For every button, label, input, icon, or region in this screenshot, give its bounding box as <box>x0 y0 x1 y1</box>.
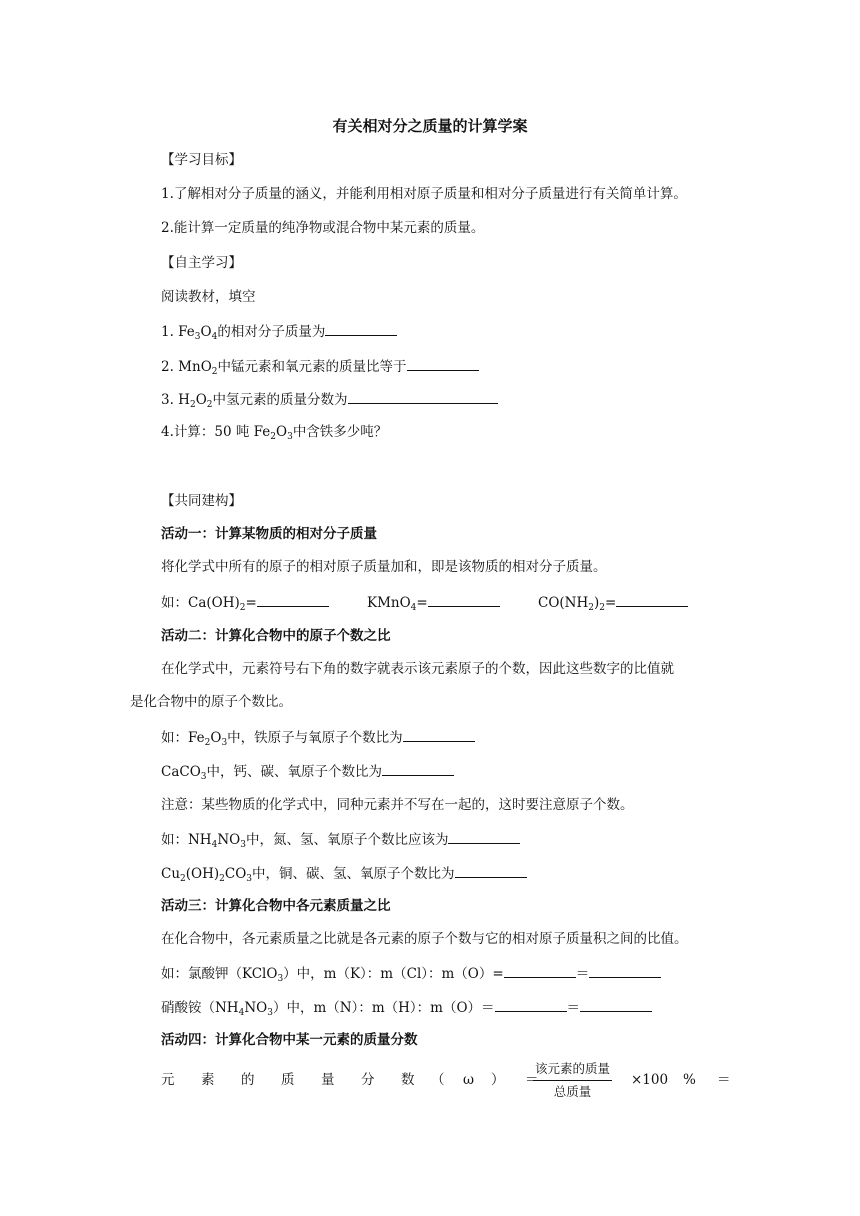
activity-1-example-c: $CO(NH_2)_2=$ <box>538 593 688 612</box>
co-construct-header: 【共同建构】 <box>161 493 242 509</box>
activity-1-example-b: KMnO$_4$= <box>367 593 500 612</box>
question-4: 4.计算：50 吨 $Fe_2O_3$中含铁多少吨？ <box>161 424 388 442</box>
formula-tail: ＝ <box>717 1072 731 1088</box>
fraction-numerator: 该元素的质量 <box>533 1060 612 1081</box>
question-1: 1. $Fe_3O_4$的相对分子质量为 <box>161 322 397 341</box>
formula-char: ） <box>491 1072 505 1088</box>
activity-1-text: 将化学式中所有的原子的相对原子质量加和，即是该物质的相对分子质量。 <box>161 559 607 575</box>
answer-blank[interactable] <box>428 593 500 607</box>
fraction-denominator: 总质量 <box>553 1084 592 1099</box>
goal-1: 1.了解相对分子质量的涵义，并能利用相对原子质量和相对分子质量进行有关简单计算。 <box>161 186 687 202</box>
activity-2-text-1: 在化学式中，元素符号右下角的数字就表示该元素原子的个数，因此这些数字的比值就 <box>161 661 674 677</box>
answer-blank[interactable] <box>382 762 454 776</box>
question-3: 3. $H_2O_2$中氢元素的质量分数为 <box>161 390 498 409</box>
activity-1-example-a: 如：$Ca(OH)_2=$ <box>161 593 329 612</box>
answer-blank[interactable] <box>325 322 397 336</box>
activity-3-text: 在化合物中，各元素质量之比就是各元素的原子个数与它的相对原子质量积之间的比值。 <box>161 931 688 947</box>
answer-blank[interactable] <box>589 964 661 978</box>
formula-char: 的 <box>241 1072 255 1088</box>
mass-fraction-fraction <box>533 1060 612 1101</box>
formula-char: 数 <box>401 1072 415 1088</box>
answer-blank[interactable] <box>495 998 567 1012</box>
activity-3-title: 活动三：计算化合物中各元素质量之比 <box>161 898 391 914</box>
formula-char: ω <box>463 1072 475 1088</box>
self-study-header: 【自主学习】 <box>161 255 242 271</box>
activity-2-note: 注意：某些物质的化学式中，同种元素并不写在一起的，这时要注意原子个数。 <box>161 797 634 813</box>
answer-blank[interactable] <box>407 357 479 371</box>
mass-fraction-formula <box>161 1060 736 1100</box>
answer-blank[interactable] <box>616 593 688 607</box>
answer-blank[interactable] <box>348 390 498 404</box>
answer-blank[interactable] <box>257 593 329 607</box>
activity-1-title: 活动一：计算某物质的相对分子质量 <box>161 526 377 542</box>
activity-3-example-2: 硝酸铵$(NH_4NO_3)$中，m（N）：m（H）：m（O）＝ ＝ <box>161 998 652 1017</box>
activity-2-example-2: CaCO$_3$中，钙、碳、氧原子个数比为 <box>161 762 454 781</box>
activity-2-title: 活动二：计算化合物中的原子个数之比 <box>161 628 391 644</box>
formula-char: 元 <box>161 1072 175 1088</box>
answer-blank[interactable] <box>403 728 475 742</box>
activity-3-example-1: 如：氯酸钾（KClO$_3$）中，m（K）：m（Cl）：m（O）= ＝ <box>161 964 661 983</box>
formula-char: 量 <box>321 1072 335 1088</box>
goals-header: 【学习目标】 <box>161 152 242 168</box>
self-study-intro: 阅读教材，填空 <box>161 289 256 305</box>
answer-blank[interactable] <box>504 964 576 978</box>
activity-2-example-4: $Cu_2(OH)_2CO_3$中，铜、碳、氢、氧原子个数比为 <box>161 864 527 883</box>
question-2: 2. MnO$_2$中锰元素和氧元素的质量比等于 <box>161 357 479 376</box>
activity-4-title: 活动四：计算化合物中某一元素的质量分数 <box>161 1032 418 1048</box>
formula-tail: % <box>683 1072 696 1088</box>
activity-2-text-2: 是化合物中的原子个数比。 <box>130 694 292 710</box>
formula-char: 素 <box>201 1072 215 1088</box>
formula-tail: ×100 <box>631 1072 669 1088</box>
formula-char: 质 <box>281 1072 295 1088</box>
formula-char: （ <box>431 1072 445 1088</box>
activity-2-example-1: 如：$Fe_2O_3$中，铁原子与氧原子个数比为 <box>161 728 475 747</box>
page-title: 有关相对分之质量的计算学案 <box>332 117 528 135</box>
answer-blank[interactable] <box>448 830 520 844</box>
answer-blank[interactable] <box>580 998 652 1012</box>
formula-char: ＝ <box>525 1072 539 1088</box>
activity-2-example-3: 如：$NH_4NO_3$中，氮、氢、氧原子个数比应该为 <box>161 830 520 849</box>
goal-2: 2.能计算一定质量的纯净物或混合物中某元素的质量。 <box>161 220 485 236</box>
answer-blank[interactable] <box>455 864 527 878</box>
formula-char: 分 <box>361 1072 375 1088</box>
